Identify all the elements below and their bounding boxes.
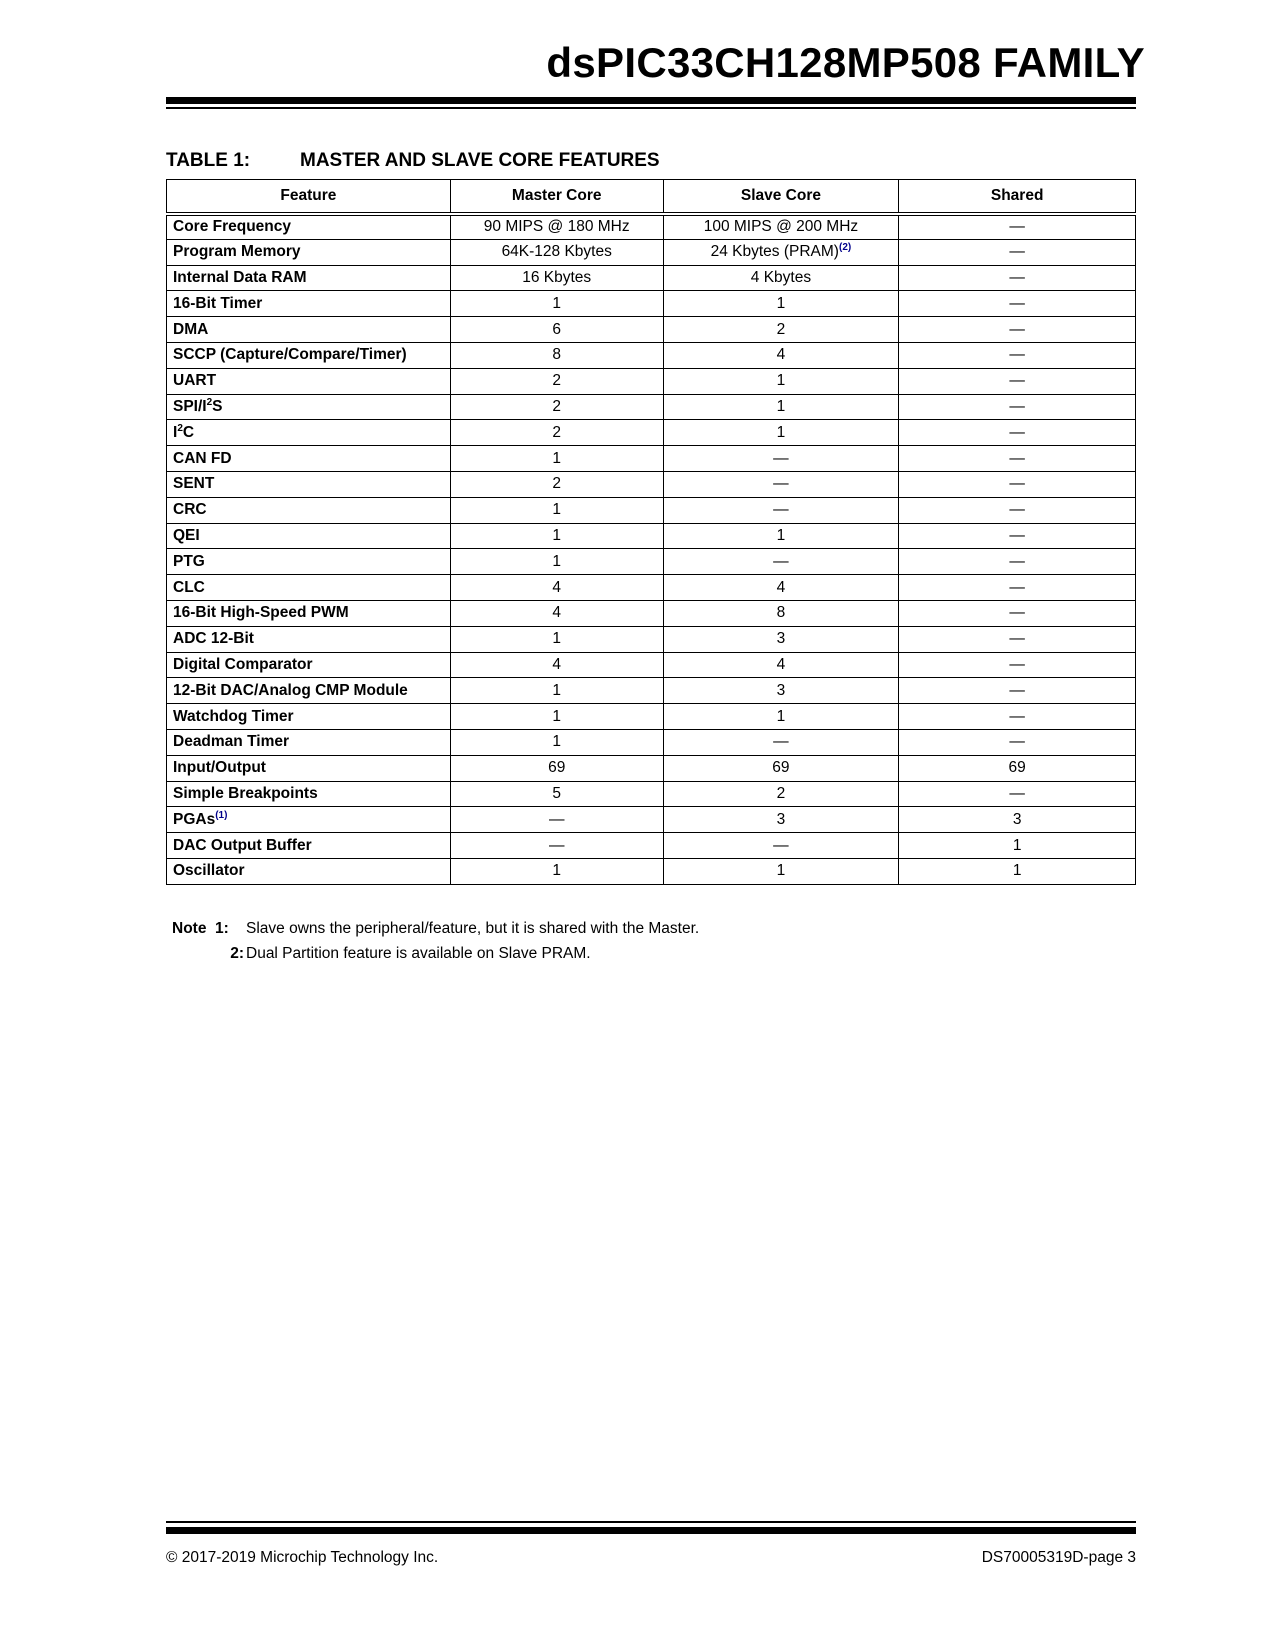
slave-core-cell xyxy=(663,342,899,368)
feature-cell xyxy=(167,368,451,394)
master-core-cell xyxy=(450,523,663,549)
master-core-cell xyxy=(450,652,663,678)
feature-name: ADC 12-Bit xyxy=(173,630,254,648)
cell-value: — xyxy=(1009,449,1025,467)
shared-cell xyxy=(899,549,1136,575)
feature-name: Oscillator xyxy=(173,862,245,880)
table-number: TABLE 1: xyxy=(166,150,251,171)
shared-cell xyxy=(899,600,1136,626)
table-row xyxy=(167,833,1136,859)
shared-cell xyxy=(899,858,1136,884)
table-row xyxy=(167,755,1136,781)
master-core-cell xyxy=(450,575,663,601)
cell-value: — xyxy=(773,733,789,751)
table-row xyxy=(167,342,1136,368)
feature-superscript: 2 xyxy=(206,396,213,408)
slave-core-cell xyxy=(663,265,899,291)
cell-value: 64K-128 Kbytes xyxy=(501,243,612,261)
cell-value: — xyxy=(1009,707,1025,725)
shared-cell xyxy=(899,729,1136,755)
cell-value: 1 xyxy=(552,733,562,751)
feature-name: Deadman Timer xyxy=(173,733,290,751)
slave-core-cell xyxy=(663,239,899,265)
feature-name: PTG xyxy=(173,552,205,570)
feature-cell xyxy=(167,471,451,497)
cell-value: — xyxy=(1009,784,1025,802)
header-rule-thin xyxy=(166,107,1136,109)
slave-core-cell xyxy=(663,807,899,833)
page-title: dsPIC33CH128MP508 FAMILY xyxy=(546,39,1145,86)
column-header-feature: Feature xyxy=(167,180,451,214)
cell-value: 1 xyxy=(1012,862,1022,880)
feature-cell xyxy=(167,626,451,652)
feature-name: Core Frequency xyxy=(173,218,292,236)
cell-value: — xyxy=(1009,397,1025,415)
cell-value: 1 xyxy=(552,707,562,725)
cell-value: 4 xyxy=(776,655,786,673)
cell-value: — xyxy=(1009,294,1025,312)
column-header-master: Master Core xyxy=(450,180,663,214)
shared-cell xyxy=(899,497,1136,523)
footer-copyright: © 2017-2019 Microchip Technology Inc. xyxy=(166,1549,439,1566)
cell-value: 1 xyxy=(552,526,562,544)
slave-core-cell xyxy=(663,652,899,678)
feature-cell xyxy=(167,833,451,859)
cell-value: — xyxy=(1009,218,1025,236)
cell-value: 1 xyxy=(552,862,562,880)
table-body xyxy=(167,214,1136,885)
feature-cell xyxy=(167,781,451,807)
master-core-cell xyxy=(450,317,663,343)
table-title: MASTER AND SLAVE CORE FEATURES xyxy=(300,150,660,171)
slave-core-cell xyxy=(663,214,899,240)
note-label: 2: xyxy=(230,945,244,962)
slave-core-cell xyxy=(663,729,899,755)
shared-cell xyxy=(899,523,1136,549)
feature-cell xyxy=(167,729,451,755)
cell-value: 1 xyxy=(776,526,786,544)
feature-name: UART xyxy=(173,372,217,390)
table-row xyxy=(167,368,1136,394)
feature-name-part: C xyxy=(182,423,195,441)
feature-name: Watchdog Timer xyxy=(173,707,294,725)
cell-value: 4 xyxy=(776,578,786,596)
feature-name: 16-Bit Timer xyxy=(173,294,263,312)
cell-value: 69 xyxy=(772,759,790,777)
feature-cell xyxy=(167,600,451,626)
master-core-cell xyxy=(450,265,663,291)
table-caption xyxy=(166,151,660,170)
slave-core-cell xyxy=(663,420,899,446)
cell-value: — xyxy=(773,449,789,467)
cell-value: 2 xyxy=(552,475,562,493)
master-core-cell xyxy=(450,729,663,755)
master-core-cell xyxy=(450,781,663,807)
shared-cell xyxy=(899,394,1136,420)
cell-value: — xyxy=(1009,526,1025,544)
note-text: Slave owns the peripheral/feature, but it is shared with the Master. xyxy=(246,920,700,937)
cell-value: 1 xyxy=(776,707,786,725)
note-item xyxy=(172,916,699,941)
header-rule-thick xyxy=(166,97,1136,104)
feature-name: Simple Breakpoints xyxy=(173,784,318,802)
table-row xyxy=(167,265,1136,291)
shared-cell xyxy=(899,317,1136,343)
cell-value: 1 xyxy=(552,449,562,467)
cell-value: 8 xyxy=(776,604,786,622)
shared-cell xyxy=(899,342,1136,368)
feature-name-part: SPI/I xyxy=(173,397,207,415)
column-header-shared: Shared xyxy=(899,180,1136,214)
cell-value: 4 Kbytes xyxy=(750,268,812,286)
master-core-cell xyxy=(450,342,663,368)
cell-value: 8 xyxy=(552,346,562,364)
feature-name: Digital Comparator xyxy=(173,655,313,673)
shared-cell xyxy=(899,420,1136,446)
shared-cell xyxy=(899,833,1136,859)
master-core-cell xyxy=(450,807,663,833)
shared-cell xyxy=(899,575,1136,601)
shared-cell xyxy=(899,239,1136,265)
cell-value: 3 xyxy=(776,630,786,648)
cell-value: — xyxy=(1009,604,1025,622)
table-row xyxy=(167,600,1136,626)
feature-name: CAN FD xyxy=(173,449,232,467)
master-core-cell xyxy=(450,626,663,652)
cell-value: 4 xyxy=(552,578,562,596)
feature-name: CRC xyxy=(173,501,207,519)
feature-name-part: S xyxy=(212,397,223,415)
master-core-cell xyxy=(450,600,663,626)
feature-cell xyxy=(167,317,451,343)
slave-core-cell xyxy=(663,497,899,523)
cell-value: — xyxy=(1009,268,1025,286)
feature-cell xyxy=(167,575,451,601)
footer-page-number: DS70005319D-page 3 xyxy=(981,1549,1136,1566)
cell-value: 1 xyxy=(776,397,786,415)
feature-name-part: I xyxy=(173,423,178,441)
feature-cell xyxy=(167,858,451,884)
cell-value: — xyxy=(1009,346,1025,364)
master-core-cell xyxy=(450,420,663,446)
cell-value: 1 xyxy=(552,294,562,312)
shared-cell xyxy=(899,265,1136,291)
cell-value: — xyxy=(773,501,789,519)
shared-cell xyxy=(899,626,1136,652)
slave-core-cell xyxy=(663,755,899,781)
slave-core-cell xyxy=(663,368,899,394)
table-row xyxy=(167,523,1136,549)
table-row xyxy=(167,704,1136,730)
slave-core-cell xyxy=(663,291,899,317)
table-row xyxy=(167,678,1136,704)
cell-value: 2 xyxy=(552,423,562,441)
master-core-cell xyxy=(450,704,663,730)
feature-name: SCCP (Capture/Compare/Timer) xyxy=(173,346,407,364)
slave-core-cell xyxy=(663,626,899,652)
feature-cell xyxy=(167,652,451,678)
note-item xyxy=(172,941,699,966)
shared-cell xyxy=(899,446,1136,472)
cell-value: 3 xyxy=(776,810,786,828)
table-row xyxy=(167,317,1136,343)
cell-value: 1 xyxy=(552,681,562,699)
slave-core-cell xyxy=(663,678,899,704)
cell-value: 1 xyxy=(776,294,786,312)
feature-cell xyxy=(167,291,451,317)
feature-name: CLC xyxy=(173,578,205,596)
footnote-ref-link[interactable]: (2) xyxy=(838,242,852,254)
shared-cell xyxy=(899,291,1136,317)
shared-cell xyxy=(899,368,1136,394)
master-core-cell xyxy=(450,214,663,240)
master-core-cell xyxy=(450,549,663,575)
slave-core-cell xyxy=(663,317,899,343)
cell-value: — xyxy=(1009,552,1025,570)
feature-cell xyxy=(167,420,451,446)
feature-cell xyxy=(167,807,451,833)
feature-cell xyxy=(167,523,451,549)
feature-name: QEI xyxy=(173,526,200,544)
cell-value: 2 xyxy=(776,320,786,338)
cell-value: 69 xyxy=(1008,759,1026,777)
slave-core-cell xyxy=(663,471,899,497)
footnote-ref-link[interactable]: (1) xyxy=(215,809,228,821)
master-core-cell xyxy=(450,497,663,523)
cell-value: — xyxy=(1009,320,1025,338)
cell-value: 1 xyxy=(776,423,786,441)
slave-core-cell xyxy=(663,833,899,859)
slave-core-cell xyxy=(663,575,899,601)
table-notes xyxy=(172,916,699,966)
note-text: Dual Partition feature is available on Slave PRAM. xyxy=(246,945,591,962)
shared-cell xyxy=(899,471,1136,497)
cell-value: — xyxy=(1009,243,1025,261)
slave-core-cell xyxy=(663,704,899,730)
cell-value: 1 xyxy=(1012,836,1022,854)
table-row xyxy=(167,446,1136,472)
shared-cell xyxy=(899,807,1136,833)
note-label: Note 1: xyxy=(172,920,229,937)
table-row xyxy=(167,729,1136,755)
slave-core-cell xyxy=(663,394,899,420)
feature-cell xyxy=(167,497,451,523)
master-core-cell xyxy=(450,394,663,420)
feature-cell xyxy=(167,755,451,781)
table-row xyxy=(167,858,1136,884)
cell-value: 1 xyxy=(552,630,562,648)
shared-cell xyxy=(899,652,1136,678)
slave-core-cell xyxy=(663,523,899,549)
feature-cell xyxy=(167,265,451,291)
feature-cell xyxy=(167,704,451,730)
table-header-row xyxy=(167,180,1136,214)
shared-cell xyxy=(899,781,1136,807)
feature-name: DAC Output Buffer xyxy=(173,836,312,854)
cell-value: 2 xyxy=(552,372,562,390)
features-table xyxy=(166,179,1136,885)
column-header-slave: Slave Core xyxy=(663,180,899,214)
table-row xyxy=(167,652,1136,678)
cell-value: 16 Kbytes xyxy=(522,268,592,286)
cell-value: 6 xyxy=(552,320,562,338)
cell-value: — xyxy=(1009,423,1025,441)
feature-cell xyxy=(167,678,451,704)
feature-name: DMA xyxy=(173,320,209,338)
cell-value: 100 MIPS @ 200 MHz xyxy=(703,218,859,236)
cell-value: 1 xyxy=(552,501,562,519)
master-core-cell xyxy=(450,471,663,497)
feature-cell xyxy=(167,342,451,368)
master-core-cell xyxy=(450,446,663,472)
cell-value: — xyxy=(773,475,789,493)
table-row xyxy=(167,807,1136,833)
feature-name: 12-Bit DAC/Analog CMP Module xyxy=(173,681,408,699)
table-row xyxy=(167,549,1136,575)
cell-value: — xyxy=(1009,655,1025,673)
cell-value: — xyxy=(548,810,565,828)
feature-name: Program Memory xyxy=(173,243,301,261)
table-row xyxy=(167,626,1136,652)
table-row xyxy=(167,575,1136,601)
cell-value: 4 xyxy=(552,655,562,673)
shared-cell xyxy=(899,755,1136,781)
slave-core-cell xyxy=(663,549,899,575)
shared-cell xyxy=(899,678,1136,704)
cell-value: — xyxy=(1009,733,1025,751)
cell-value: — xyxy=(548,836,565,854)
table-row xyxy=(167,781,1136,807)
table-row xyxy=(167,394,1136,420)
feature-cell xyxy=(167,214,451,240)
table-row xyxy=(167,420,1136,446)
table-row xyxy=(167,291,1136,317)
master-core-cell xyxy=(450,678,663,704)
slave-core-cell xyxy=(663,446,899,472)
feature-name: SENT xyxy=(173,475,215,493)
cell-value: 2 xyxy=(552,397,562,415)
slave-core-cell xyxy=(663,600,899,626)
cell-value: 1 xyxy=(552,552,562,570)
feature-superscript: 2 xyxy=(177,422,183,434)
cell-value: — xyxy=(1009,681,1025,699)
slave-core-cell xyxy=(663,781,899,807)
cell-value: 1 xyxy=(776,862,786,880)
table-row xyxy=(167,471,1136,497)
master-core-cell xyxy=(450,368,663,394)
table-row xyxy=(167,497,1136,523)
master-core-cell xyxy=(450,239,663,265)
cell-value: — xyxy=(1009,578,1025,596)
feature-cell xyxy=(167,549,451,575)
master-core-cell xyxy=(450,291,663,317)
master-core-cell xyxy=(450,833,663,859)
cell-value: — xyxy=(773,552,789,570)
cell-value: 3 xyxy=(776,681,786,699)
cell-value: 3 xyxy=(1012,810,1022,828)
cell-value: — xyxy=(1009,475,1025,493)
cell-value: 5 xyxy=(552,784,562,802)
cell-value: 2 xyxy=(776,784,786,802)
feature-cell xyxy=(167,394,451,420)
feature-cell xyxy=(167,446,451,472)
shared-cell xyxy=(899,214,1136,240)
table-row xyxy=(167,239,1136,265)
slave-core-cell xyxy=(663,858,899,884)
shared-cell xyxy=(899,704,1136,730)
cell-value: 1 xyxy=(776,372,786,390)
feature-name: Internal Data RAM xyxy=(173,268,307,286)
feature-name: 16-Bit High-Speed PWM xyxy=(173,604,349,622)
table-row xyxy=(167,214,1136,240)
cell-value: 4 xyxy=(552,604,562,622)
cell-value: — xyxy=(773,836,789,854)
cell-value: — xyxy=(1009,501,1025,519)
feature-name: Input/Output xyxy=(173,759,266,777)
cell-value: 90 MIPS @ 180 MHz xyxy=(483,218,630,236)
feature-cell xyxy=(167,239,451,265)
footer-rule-thin xyxy=(166,1521,1136,1523)
cell-value: 24 Kbytes (PRAM) xyxy=(710,243,839,261)
cell-value: 69 xyxy=(548,759,566,777)
master-core-cell xyxy=(450,858,663,884)
master-core-cell xyxy=(450,755,663,781)
cell-value: 4 xyxy=(776,346,786,364)
cell-value: — xyxy=(1009,372,1025,390)
footer-rule-thick xyxy=(166,1527,1136,1534)
cell-value: — xyxy=(1009,630,1025,648)
feature-name: PGAs xyxy=(173,810,216,828)
